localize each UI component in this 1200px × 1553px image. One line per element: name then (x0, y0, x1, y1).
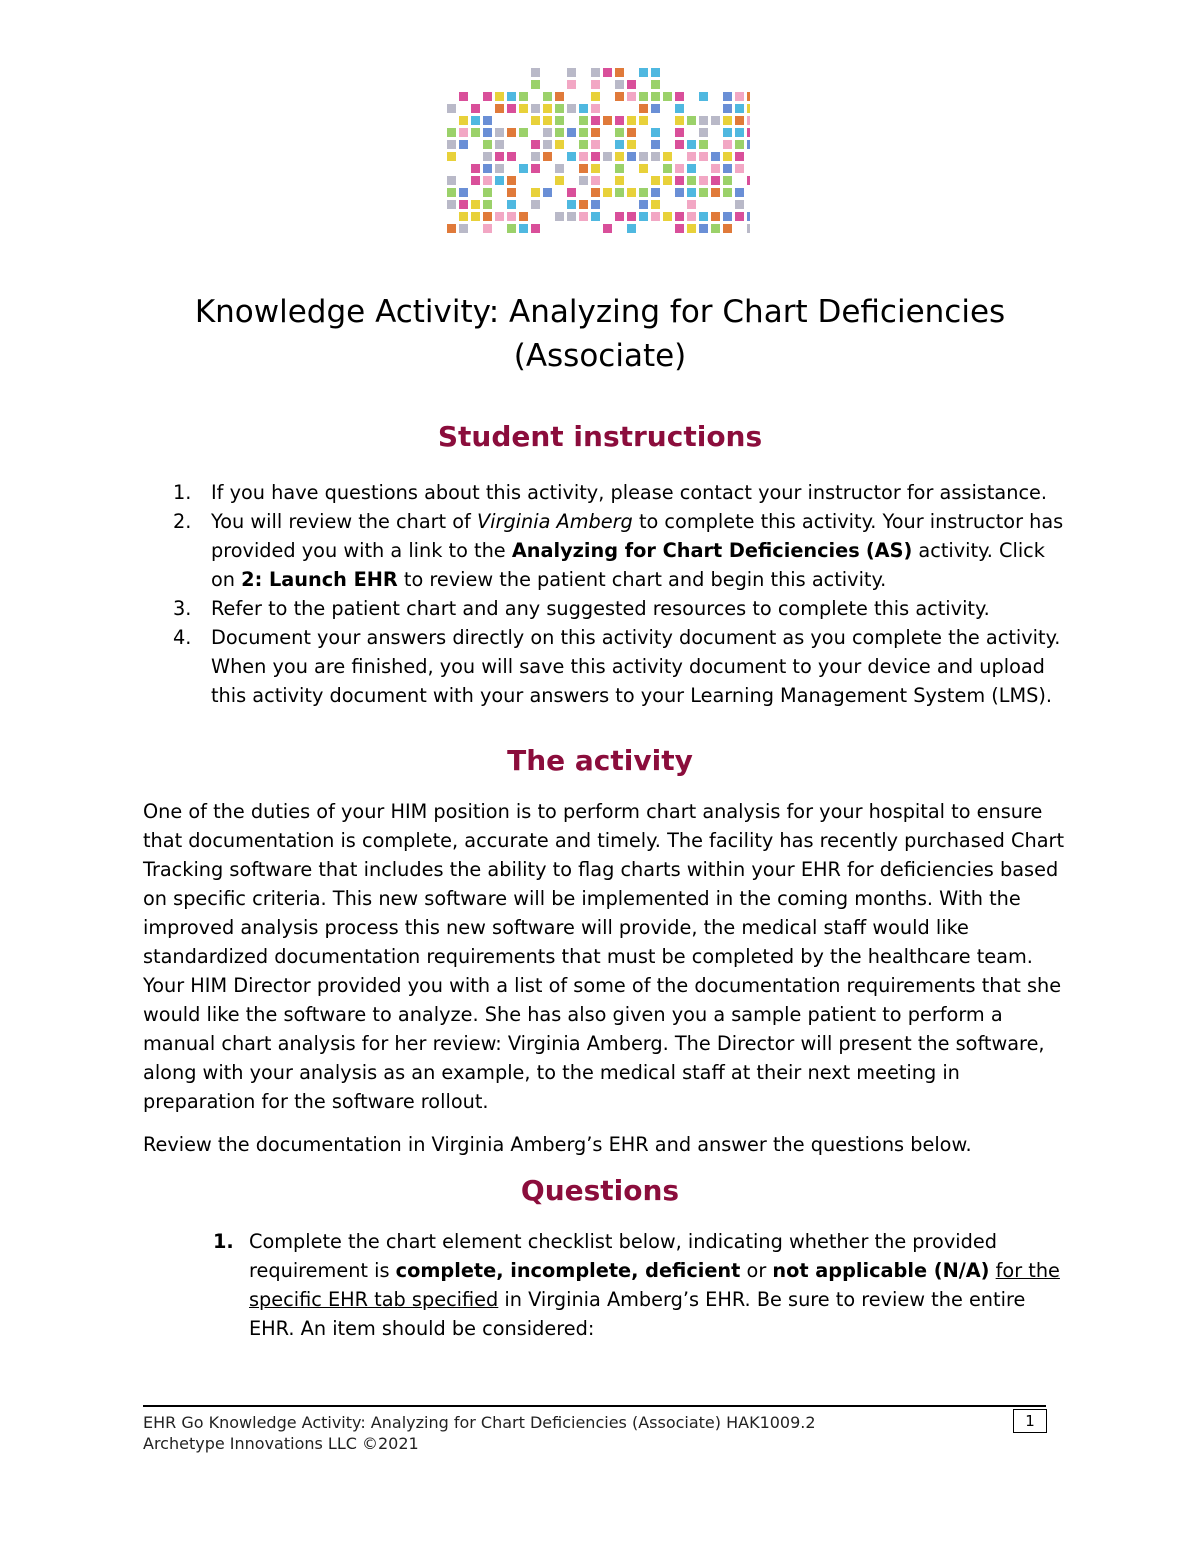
list-item: 2. You will review the chart of Virginia Amberg to complete this activity. Your instructor has provided you with a link to the Analyzing for Chart Deficiencies (AS) activity. Click on 2: Launch EHR to review the patient chart and begin this activity. (173, 510, 1064, 591)
logo-block (687, 224, 696, 233)
logo-block (447, 200, 456, 209)
logo-block (543, 116, 552, 125)
logo-block (567, 200, 576, 209)
logo-block (531, 152, 540, 161)
logo-block (627, 152, 636, 161)
logo-block (639, 164, 648, 173)
logo-block (483, 200, 492, 209)
logo-block (471, 200, 480, 209)
logo-block (495, 140, 504, 149)
logo-block (591, 116, 600, 125)
logo-block (747, 128, 750, 137)
questions-heading: Questions (520, 1174, 680, 1207)
logo-block (495, 152, 504, 161)
logo-block (447, 104, 456, 113)
logo-block (615, 128, 624, 137)
logo-block (627, 188, 636, 197)
logo-block (591, 104, 600, 113)
logo-block (699, 152, 708, 161)
logo-block (615, 152, 624, 161)
logo-block (699, 116, 708, 125)
logo-block (639, 104, 648, 113)
logo-block (471, 104, 480, 113)
logo-block (675, 212, 684, 221)
logo-block (483, 224, 492, 233)
footer: EHR Go Knowledge Activity: Analyzing for Chart Deficiencies (Associate) HAK1009.2 Archetype Innovations LLC ©2021 (143, 1413, 816, 1453)
logo-block (591, 68, 600, 77)
logo-block (639, 188, 648, 197)
logo-block (471, 128, 480, 137)
logo-block (699, 212, 708, 221)
list-item: 3. Refer to the patient chart and any suggested resources to complete this activity. (173, 597, 990, 620)
logo-block (711, 116, 720, 125)
logo-block (507, 188, 516, 197)
logo-block (543, 92, 552, 101)
logo-block (675, 188, 684, 197)
logo-block (531, 68, 540, 77)
logo-block (483, 188, 492, 197)
logo-block (711, 188, 720, 197)
logo-block (663, 92, 672, 101)
logo-block (723, 224, 732, 233)
logo-block (639, 200, 648, 209)
logo-block (567, 212, 576, 221)
logo-block (579, 164, 588, 173)
logo-block (507, 104, 516, 113)
logo-block (579, 128, 588, 137)
logo-block (747, 92, 750, 101)
logo-block (639, 92, 648, 101)
logo-block (735, 128, 744, 137)
logo-block (663, 164, 672, 173)
logo-block (483, 92, 492, 101)
logo-block (723, 176, 732, 185)
logo-block (627, 140, 636, 149)
list-item: 4. Document your answers directly on this activity document as you complete the activity. When you are finished, you will save this activity document to your device and upload this activity document with your answers to your Learning Management System (LMS). (173, 626, 1061, 707)
logo-block (687, 140, 696, 149)
logo-block (699, 176, 708, 185)
logo-block (747, 176, 750, 185)
logo-block (615, 80, 624, 89)
logo-block (639, 212, 648, 221)
logo-block (639, 68, 648, 77)
logo-block (495, 92, 504, 101)
logo-block (615, 140, 624, 149)
logo-block (675, 176, 684, 185)
logo-block (483, 164, 492, 173)
logo-block (543, 188, 552, 197)
logo-block (531, 104, 540, 113)
logo-block (735, 164, 744, 173)
logo-block (651, 152, 660, 161)
logo-block (555, 128, 564, 137)
logo-block (699, 128, 708, 137)
logo-block (651, 128, 660, 137)
logo-block (531, 164, 540, 173)
logo-block (663, 176, 672, 185)
logo-block (459, 188, 468, 197)
logo-block (567, 68, 576, 77)
logo-block (579, 116, 588, 125)
logo-block (543, 152, 552, 161)
logo-block (747, 224, 750, 233)
question-1: 1. Complete the chart element checklist below, indicating whether the provided requirement is complete, incomplete, deficient or not applicable (N/A) for the specific EHR tab specified in Virginia Amberg’s EHR. Be sure to review the entire EHR. An item should be considered: (213, 1230, 1060, 1340)
logo-block (699, 92, 708, 101)
logo-block (675, 164, 684, 173)
logo-block (483, 140, 492, 149)
logo-block (615, 68, 624, 77)
logo-block (459, 140, 468, 149)
logo-block (723, 164, 732, 173)
logo-block (687, 116, 696, 125)
logo-block (651, 80, 660, 89)
logo-block (651, 92, 660, 101)
logo-block (567, 104, 576, 113)
logo-block (519, 212, 528, 221)
logo-block (447, 152, 456, 161)
logo-block (519, 128, 528, 137)
logo-block (639, 152, 648, 161)
logo-block (543, 104, 552, 113)
logo-block (579, 104, 588, 113)
logo-block (531, 80, 540, 89)
logo-block (711, 212, 720, 221)
logo-block (735, 104, 744, 113)
logo-block (603, 188, 612, 197)
logo-block (579, 152, 588, 161)
logo-block (591, 212, 600, 221)
logo-block (735, 188, 744, 197)
logo-block (531, 224, 540, 233)
logo-block (447, 224, 456, 233)
logo-block (723, 188, 732, 197)
logo-block (723, 92, 732, 101)
logo-block (723, 212, 732, 221)
logo-block (747, 116, 750, 125)
logo-block (639, 116, 648, 125)
logo-block (519, 224, 528, 233)
logo-block (447, 188, 456, 197)
logo-block (651, 212, 660, 221)
logo-block (723, 128, 732, 137)
logo-block (471, 164, 480, 173)
logo-block (471, 176, 480, 185)
logo-block (615, 176, 624, 185)
logo-block (735, 92, 744, 101)
logo-block (495, 176, 504, 185)
logo-block (507, 152, 516, 161)
logo-block (615, 164, 624, 173)
logo-block (699, 188, 708, 197)
logo-block (483, 212, 492, 221)
logo-block (555, 212, 564, 221)
logo-block (663, 212, 672, 221)
logo-block (507, 176, 516, 185)
logo-block (699, 140, 708, 149)
logo-block (747, 212, 750, 221)
logo-block (651, 176, 660, 185)
logo-block (495, 128, 504, 137)
logo-block (723, 116, 732, 125)
logo-block (735, 140, 744, 149)
logo-block (507, 92, 516, 101)
logo-block (687, 200, 696, 209)
logo-block (603, 116, 612, 125)
logo-block (555, 92, 564, 101)
logo-block (591, 80, 600, 89)
logo-block (591, 164, 600, 173)
logo-block (591, 92, 600, 101)
logo-block (507, 128, 516, 137)
logo-block (459, 92, 468, 101)
logo-block (675, 140, 684, 149)
logo-block (651, 140, 660, 149)
logo-block (675, 128, 684, 137)
logo-block (555, 116, 564, 125)
logo-block (723, 104, 732, 113)
review-instruction: Review the documentation in Virginia Amberg’s EHR and answer the questions below. (143, 1133, 972, 1156)
logo-block (747, 140, 750, 149)
logo-block (711, 176, 720, 185)
logo-block (627, 212, 636, 221)
footer-divider (143, 1405, 1046, 1407)
activity-paragraph: One of the duties of your HIM position is to perform chart analysis for your hospital to ensure that documentation is complete, accurate and timely. The facility has recently purchased Chart Tracking software that includes the ability to flag charts within your EHR for deficiencies based on specific criteria. This new software will be implemented in the coming months. With the improved analysis process this new software will provide, the medical staff would like standardized documentation requirements that must be completed by the healthcare team. Your HIM Director provided you with a list of some of the documentation requirements that she would like the software to analyze. She has also given you a sample patient to perform a manual chart analysis for her review: Virginia Amberg. The Director will present the software, along with your analysis as an example, to the medical staff at their next meeting in preparation for the software rollout. (143, 800, 1065, 1113)
logo-block (495, 104, 504, 113)
logo-block (591, 188, 600, 197)
logo-block (555, 104, 564, 113)
logo-block (591, 140, 600, 149)
logo-block (723, 140, 732, 149)
logo-block (627, 224, 636, 233)
logo-block (651, 104, 660, 113)
logo-block (627, 116, 636, 125)
logo-block (459, 200, 468, 209)
logo-block (555, 176, 564, 185)
logo-block (603, 152, 612, 161)
logo-block (459, 224, 468, 233)
logo-block (507, 212, 516, 221)
ehr-go-logo (447, 68, 750, 234)
logo-block (735, 212, 744, 221)
logo-block (675, 92, 684, 101)
logo-block (447, 176, 456, 185)
logo-block (687, 212, 696, 221)
logo-block (675, 116, 684, 125)
logo-block (447, 140, 456, 149)
logo-block (699, 224, 708, 233)
logo-block (687, 164, 696, 173)
logo-block (747, 104, 750, 113)
logo-block (591, 200, 600, 209)
logo-block (567, 152, 576, 161)
logo-block (735, 116, 744, 125)
logo-block (543, 128, 552, 137)
logo-block (603, 224, 612, 233)
logo-block (483, 116, 492, 125)
logo-block (663, 152, 672, 161)
logo-block (507, 200, 516, 209)
logo-block (483, 152, 492, 161)
logo-block (615, 212, 624, 221)
logo-block (495, 212, 504, 221)
logo-block (711, 224, 720, 233)
logo-block (579, 212, 588, 221)
logo-block (519, 92, 528, 101)
logo-block (483, 176, 492, 185)
logo-block (687, 152, 696, 161)
logo-block (723, 152, 732, 161)
logo-block (711, 152, 720, 161)
logo-block (735, 200, 744, 209)
logo-block (579, 200, 588, 209)
logo-block (687, 176, 696, 185)
logo-block (651, 200, 660, 209)
logo-block (543, 140, 552, 149)
logo-block (459, 128, 468, 137)
logo-block (471, 212, 480, 221)
logo-block (519, 164, 528, 173)
logo-block (735, 152, 744, 161)
page-number: 1 (1013, 1409, 1047, 1433)
logo-block (447, 128, 456, 137)
logo-block (579, 140, 588, 149)
logo-block (615, 92, 624, 101)
logo-block (579, 176, 588, 185)
page-title: Knowledge Activity: Analyzing for Chart Deficiencies (Associate) (194, 294, 1006, 374)
logo-block (567, 128, 576, 137)
logo-block (591, 152, 600, 161)
logo-block (531, 116, 540, 125)
logo-block (507, 224, 516, 233)
logo-block (555, 164, 564, 173)
logo-block (555, 140, 564, 149)
logo-block (531, 200, 540, 209)
logo-block (603, 68, 612, 77)
logo-block (459, 212, 468, 221)
logo-block (591, 176, 600, 185)
activity-heading: The activity (507, 744, 693, 777)
logo-block (687, 188, 696, 197)
logo-block (615, 188, 624, 197)
logo-block (627, 92, 636, 101)
logo-block (531, 140, 540, 149)
logo-block (519, 104, 528, 113)
logo-block (651, 188, 660, 197)
logo-block (471, 116, 480, 125)
logo-block (711, 164, 720, 173)
logo-block (675, 104, 684, 113)
logo-block (531, 188, 540, 197)
logo-block (627, 80, 636, 89)
logo-block (483, 128, 492, 137)
logo-block (627, 128, 636, 137)
logo-block (651, 68, 660, 77)
logo-block (591, 128, 600, 137)
logo-block (567, 80, 576, 89)
logo-block (495, 164, 504, 173)
logo-block (459, 116, 468, 125)
list-item: 1. If you have questions about this activity, please contact your instructor for assistance. (173, 481, 1048, 504)
instructions-list (173, 478, 1073, 710)
logo-block (615, 116, 624, 125)
student-instructions-heading: Student instructions (437, 420, 763, 453)
logo-block (675, 224, 684, 233)
logo-block (567, 188, 576, 197)
